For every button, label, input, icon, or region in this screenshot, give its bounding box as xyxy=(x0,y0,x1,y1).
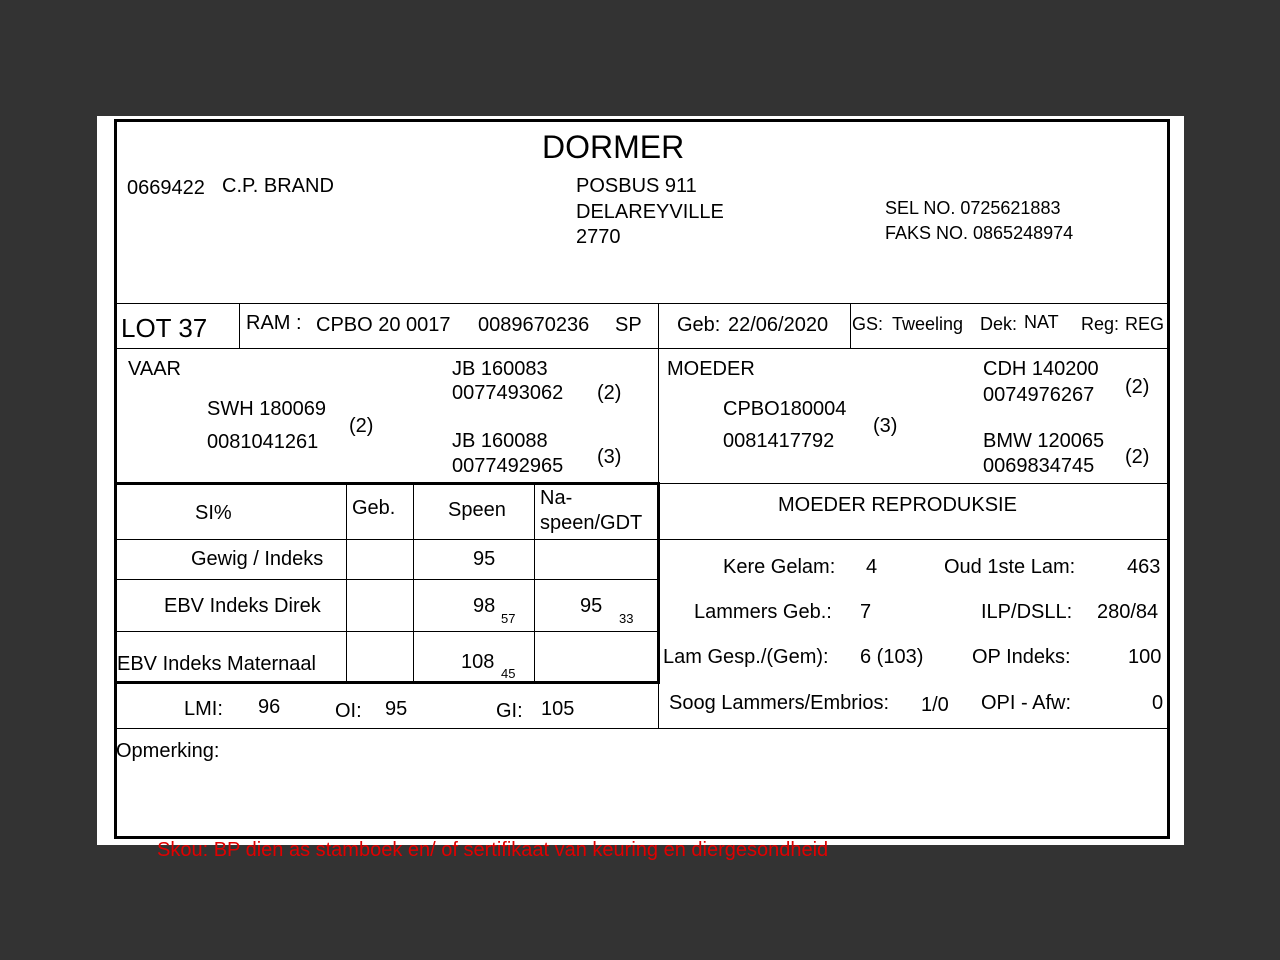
soog-value: 1/0 xyxy=(921,694,949,716)
divider xyxy=(534,484,535,682)
cell-number: SEL NO. 0725621883 xyxy=(885,198,1061,218)
op-label: OP Indeks: xyxy=(972,646,1071,668)
oi-value: 95 xyxy=(385,698,408,720)
birth-label: Geb: xyxy=(677,314,721,336)
lmi-value: 96 xyxy=(258,696,281,718)
gs-value: Tweeling xyxy=(892,314,964,334)
row-speen: 95 xyxy=(473,548,496,570)
sire-label: VAAR xyxy=(128,358,181,380)
lmi-label: LMI: xyxy=(184,698,223,720)
sire-rating: (2) xyxy=(349,415,374,437)
gesp-value: 6 (103) xyxy=(860,646,924,668)
divider xyxy=(117,681,660,684)
row-speen: 98 xyxy=(473,595,496,617)
footer-note: Skou: BP dien as stamboek en/ of sertifikaat van keuring en diergesondheid xyxy=(157,839,829,861)
remarks-label: Opmerking: xyxy=(116,740,220,762)
lammers-label: Lammers Geb.: xyxy=(694,601,832,623)
row-naspeen-sub: 33 xyxy=(619,611,634,626)
header-speen: Speen xyxy=(448,499,506,521)
row-label: Gewig / Indeks xyxy=(191,548,324,570)
row-speen-sub: 45 xyxy=(501,666,516,681)
catalogue-sheet xyxy=(97,116,1184,861)
dam-number: 0081417792 xyxy=(723,430,835,452)
soog-label: Soog Lammers/Embrios: xyxy=(669,692,890,714)
sire-father-id: JB 160083 xyxy=(452,358,548,380)
sire-father-rating: (2) xyxy=(597,382,622,404)
header-naspeen-1: Na- xyxy=(540,487,573,509)
divider xyxy=(658,348,659,483)
kere-value: 4 xyxy=(866,556,878,578)
ilp-value: 280/84 xyxy=(1097,601,1159,623)
divider xyxy=(658,539,1170,540)
dam-mother-number: 0069834745 xyxy=(983,455,1095,477)
sire-mother-rating: (3) xyxy=(597,446,622,468)
op-value: 100 xyxy=(1128,646,1162,668)
row-naspeen: 95 xyxy=(580,595,603,617)
reproduction-title: MOEDER REPRODUKSIE xyxy=(778,494,1017,516)
opi-label: OPI - Afw: xyxy=(981,692,1072,714)
dek-value: NAT xyxy=(1024,312,1059,332)
divider xyxy=(117,728,1167,729)
sire-father-number: 0077493062 xyxy=(452,382,564,404)
dam-father-number: 0074976267 xyxy=(983,384,1095,406)
lammers-value: 7 xyxy=(860,601,872,623)
ram-suffix: SP xyxy=(615,314,642,336)
ram-id: CPBO 20 0017 xyxy=(316,314,451,336)
divider xyxy=(658,682,659,728)
lot-number: LOT 37 xyxy=(121,313,208,343)
divider xyxy=(658,303,659,348)
dam-mother-rating: (2) xyxy=(1125,446,1150,468)
divider xyxy=(658,483,1170,484)
header-naspeen-2: speen/GDT xyxy=(540,512,643,534)
address-line-3: 2770 xyxy=(576,226,621,248)
sire-id: SWH 180069 xyxy=(207,398,326,420)
gs-label: GS: xyxy=(852,314,884,334)
ram-number: 0089670236 xyxy=(478,314,590,336)
dam-rating: (3) xyxy=(873,415,898,437)
row-label: EBV Indeks Direk xyxy=(164,595,321,617)
lot-card xyxy=(114,119,1170,839)
sire-mother-number: 0077492965 xyxy=(452,455,564,477)
reg-value: REG xyxy=(1125,314,1165,334)
row-speen-sub: 57 xyxy=(501,611,516,626)
sire-mother-id: JB 160088 xyxy=(452,430,548,452)
oud-label: Oud 1ste Lam: xyxy=(944,556,1076,578)
kere-label: Kere Gelam: xyxy=(723,556,836,578)
header-geb: Geb. xyxy=(352,497,396,519)
divider xyxy=(850,303,851,348)
dam-label: MOEDER xyxy=(667,358,755,380)
reg-label: Reg: xyxy=(1081,314,1120,334)
divider xyxy=(657,482,660,684)
header-si: SI% xyxy=(195,502,232,524)
divider xyxy=(117,348,1167,349)
fax-number: FAKS NO. 0865248974 xyxy=(885,223,1074,243)
divider xyxy=(239,303,240,348)
oi-label: OI: xyxy=(335,700,362,722)
divider xyxy=(117,539,658,540)
sire-number: 0081041261 xyxy=(207,431,319,453)
ram-label: RAM : xyxy=(246,312,302,334)
divider xyxy=(413,484,414,682)
row-speen: 108 xyxy=(461,651,495,673)
divider xyxy=(346,484,347,682)
owner-name: C.P. BRAND xyxy=(222,175,334,197)
gi-label: GI: xyxy=(496,700,523,722)
dam-father-rating: (2) xyxy=(1125,376,1150,398)
oud-value: 463 xyxy=(1127,556,1161,578)
owner-code: 0669422 xyxy=(127,177,205,199)
dam-id: CPBO180004 xyxy=(723,398,847,420)
gesp-label: Lam Gesp./(Gem): xyxy=(663,646,829,668)
address-line-2: DELAREYVILLE xyxy=(576,201,724,223)
divider xyxy=(117,303,1167,304)
dam-father-id: CDH 140200 xyxy=(983,358,1099,380)
row-label: EBV Indeks Maternaal xyxy=(117,653,316,675)
breed-title: DORMER xyxy=(542,129,685,165)
divider xyxy=(117,579,658,580)
divider xyxy=(117,631,658,632)
opi-value: 0 xyxy=(1152,692,1164,714)
gi-value: 105 xyxy=(541,698,575,720)
dek-label: Dek: xyxy=(980,314,1018,334)
address-line-1: POSBUS 911 xyxy=(576,175,697,197)
dam-mother-id: BMW 120065 xyxy=(983,430,1105,452)
birth-date: 22/06/2020 xyxy=(728,314,829,336)
divider xyxy=(117,482,658,485)
ilp-label: ILP/DSLL: xyxy=(981,601,1073,623)
